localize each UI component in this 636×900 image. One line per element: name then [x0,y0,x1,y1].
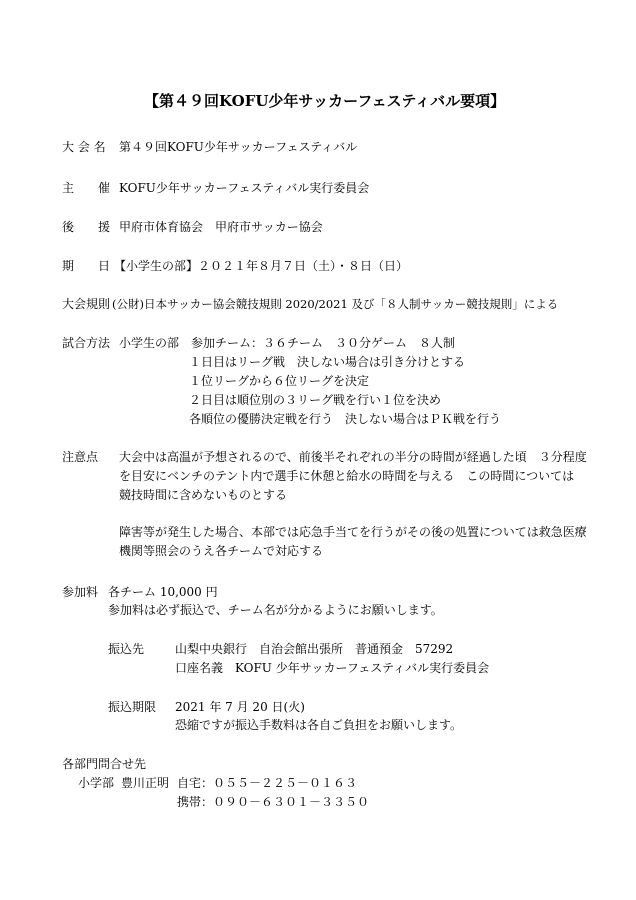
contact-division: 小学部 [78,776,115,790]
contact-heading: 各部門問合せ先 [62,757,147,771]
format-line: 各順位の優勝決定戦を行う 決しない場合はＰＫ戦を行う [189,412,502,426]
document-title: 【第４９回KOFU少年サッカーフェスティバル要項】 [144,92,506,110]
notes-line: 機関等照会のうえ各チームで対応する [119,544,324,558]
contact-home-phone: 自宅：０５５－２２５－０１６３ [177,776,358,790]
sponsor-label: 後 援 [62,220,111,234]
rules-value: (公財)日本サッカー協会競技規則 2020/2021 及び「８人制サッカー競技規則」による [112,297,559,311]
format-line: １位リーグから６位リーグを決定 [189,374,370,388]
notes-line: 大会中は高温が予想されるので、前後半それぞれの半分の時間が経過した頃 ３分程度 [119,450,587,464]
transfer-label: 振込先 [108,642,145,656]
format-line: １日目はリーグ戦 決しない場合は引き分けとする [189,355,466,369]
notes-line: 障害等が発生した場合、本部では応急手当てを行うがその後の処置については救急医療 [119,525,587,539]
period-label: 期 日 [62,259,111,273]
contact-name: 豊川正明 [121,776,170,790]
event-name-label: 大 会 名 [62,140,106,154]
period-value: 【小学生の部】２０２１年８月７日（土）・８日（日） [114,259,409,273]
deadline-note: 恐縮ですが振込手数料は各自ご負担をお願いします。 [175,718,463,732]
format-line: ２日目は順位別の３リーグ戦を行い１位を決め [189,393,442,407]
organizer-label: 主 催 [62,181,111,195]
event-name-value: 第４９回KOFU少年サッカーフェスティバル [119,140,358,154]
notes-line: を目安にベンチのテント内で選手に休憩と給水の時間を与える この時間については [119,469,575,483]
format-line: 小学生の部 参加チーム：３６チーム ３０分ゲーム ８人制 [119,336,456,350]
deadline-date: 2021 年 7 月 20 日(火) [175,700,305,714]
fee-value: 各チーム 10,000 円 [108,585,218,599]
format-label: 試合方法 [62,336,111,350]
notes-line: 競技時間に含めないものとする [119,488,288,502]
notes-label: 注意点 [62,450,99,464]
rules-label: 大会規則 [62,297,111,311]
transfer-account-name: 口座名義 KOFU 少年サッカーフェスティバル実行委員会 [175,661,490,675]
contact-mobile-phone: 携帯：０９０－６３０１－３３５０ [177,795,370,809]
organizer-value: KOFU少年サッカーフェスティバル実行委員会 [119,181,370,195]
deadline-label: 振込期限 [108,700,157,714]
transfer-bank: 山梨中央銀行 自治会館出張所 普通預金 57292 [175,642,454,656]
fee-note: 参加料は必ず振込で、チーム名が分かるようにお願いします。 [108,603,443,617]
sponsor-value: 甲府市体育協会 甲府市サッカー協会 [119,220,323,234]
fee-label: 参加料 [62,585,99,599]
